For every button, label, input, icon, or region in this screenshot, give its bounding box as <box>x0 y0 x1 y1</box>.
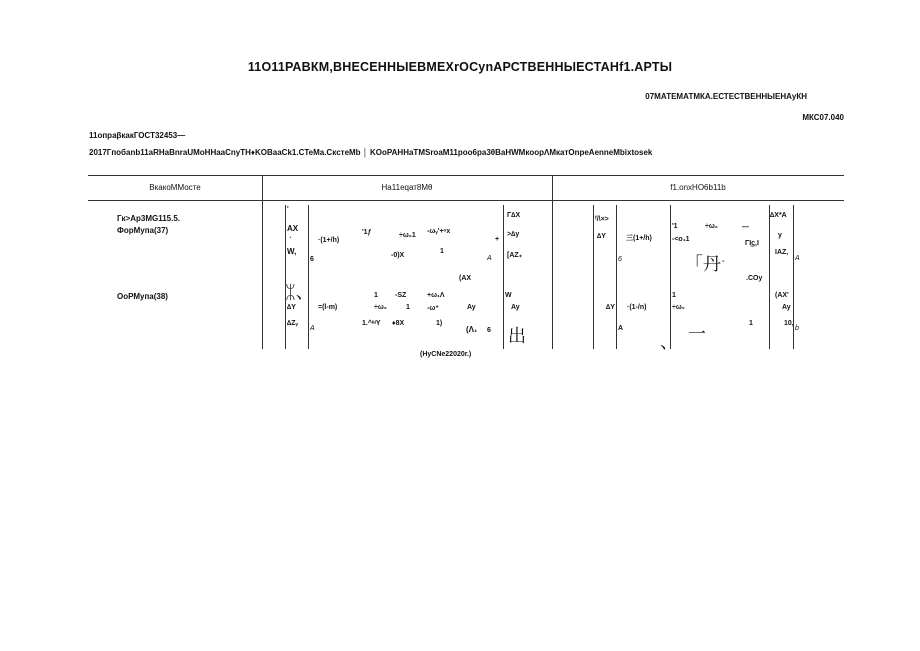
formula-divider <box>308 205 309 349</box>
formula-divider <box>769 205 770 349</box>
formula-fragment: IAZ, <box>775 249 789 256</box>
formula-fragment: 1 <box>440 248 444 255</box>
formula-fragment: ∆Zᵧ <box>287 320 299 327</box>
formula-fragment: ˋ <box>289 236 292 245</box>
formula-fragment: y <box>778 232 782 239</box>
formula-fragment: ♦8X <box>392 320 405 327</box>
row1-location: Гк>Ар3МG115.5. <box>117 214 181 223</box>
row1-formula-label: ФорМупа(37) <box>117 226 169 235</box>
formula-fragment: ∆Y <box>287 304 296 311</box>
table-header-border <box>88 200 844 201</box>
formula-fragment: 1 <box>672 292 676 299</box>
formula-fragment: ' <box>287 206 289 213</box>
formula-fragment: 、 <box>660 332 678 352</box>
formula-fragment: Ay <box>782 304 791 311</box>
formula-fragment: W, <box>287 247 297 256</box>
column-header-should-be: f1.onxHO6b11b <box>670 183 726 192</box>
column-divider <box>262 175 263 349</box>
formula-fragment: - <box>722 258 725 265</box>
formula-fragment: 一 <box>688 324 706 344</box>
formula-fragment: +ω₁Λ <box>427 292 445 299</box>
formula-fragment: (AX' <box>775 292 789 299</box>
formula-fragment: ÷ω₂1 <box>399 232 416 239</box>
formula-fragment: -0)X <box>391 252 405 259</box>
formula-fragment: Ay <box>467 304 476 311</box>
formula-fragment: 6 <box>618 256 622 263</box>
formula-fragment: 出 <box>508 326 526 346</box>
formula-fragment: 「丹 <box>685 254 721 274</box>
formula-fragment: A <box>487 255 492 262</box>
column-header-printed: На11еqат8Мθ <box>381 183 433 192</box>
formula-fragment: ∆Y <box>606 304 615 311</box>
formula-fragment: [AZ₊ <box>507 252 523 259</box>
formula-fragment: -SZ <box>395 292 407 299</box>
formula-divider <box>616 205 617 349</box>
formula-fragment: 1 <box>406 304 410 311</box>
table-top-border <box>88 175 844 176</box>
date-note: (НуСNе22020г.) <box>420 351 472 358</box>
formula-fragment: 三(1+/h) <box>626 235 652 242</box>
formula-fragment: — <box>742 224 749 231</box>
formula-fragment: ·(1+/h) <box>318 237 340 244</box>
formula-fragment: ∆X*A <box>770 212 787 219</box>
classification-code: МКС07.040 <box>802 113 844 122</box>
formula-fragment: ÷ω₂ <box>672 304 685 311</box>
formula-fragment: 1) <box>436 320 443 327</box>
row2-formula-label: ОоРМупа(38) <box>117 292 168 301</box>
formula-fragment: .COy <box>746 275 763 282</box>
formula-fragment: (Λ₁ <box>466 325 478 334</box>
formula-divider <box>503 205 504 349</box>
formula-divider <box>593 205 594 349</box>
formula-fragment: -<o₁1 <box>672 236 690 243</box>
formula-fragment: (AX <box>459 275 472 282</box>
formula-fragment: ∆Y <box>597 233 606 240</box>
formula-fragment: AX <box>287 224 299 233</box>
formula-fragment: 1 <box>749 320 753 327</box>
formula-fragment: '1ƒ <box>362 229 372 236</box>
formula-fragment: '1 <box>672 223 678 230</box>
amendment-title-line1: 11опраβкакГОСТ32453— <box>89 131 186 140</box>
formula-fragment: A <box>795 255 800 262</box>
formula-fragment: ᶠ/\×> <box>595 216 609 223</box>
column-header-location: ВкакоММосте <box>149 183 201 192</box>
formula-fragment: ·(1-/n) <box>627 304 647 311</box>
formula-fragment: 1.^ᵚY <box>362 320 381 327</box>
formula-fragment: -ωᵧ'+ⁿx <box>427 228 451 235</box>
formula-fragment: W <box>505 292 512 299</box>
formula-divider <box>285 205 286 349</box>
formula-fragment: ᛯ、 <box>285 282 314 302</box>
formula-fragment: =(l-m) <box>318 304 338 311</box>
formula-fragment: 10, <box>784 320 794 327</box>
formula-fragment: >∆y <box>507 231 520 238</box>
formula-fragment: b <box>795 325 799 332</box>
document-title: 11О11РАВКМ,ВНЕСЕННЫЕВМЕХrОСуnАРСТВЕННЫЕСТАНf1.АРТЫ <box>247 60 673 74</box>
formula-fragment: 1 <box>374 292 378 299</box>
column-divider <box>552 175 553 349</box>
formula-fragment: -ω⁺ <box>427 305 439 312</box>
formula-fragment: 6 <box>310 256 314 263</box>
formula-fragment: 6 <box>487 327 491 334</box>
formula-fragment: ÷ω₂ <box>705 223 718 230</box>
formula-fragment: A <box>310 325 315 332</box>
formula-fragment: A <box>618 325 624 332</box>
formula-fragment: ÷ω₂ <box>374 304 387 311</box>
formula-divider <box>793 205 794 349</box>
formula-fragment: ΓΙ̥ϛ,Ι <box>745 240 759 247</box>
formula-fragment: + <box>495 236 500 243</box>
formula-fragment: Γ∆X <box>507 212 521 219</box>
amendment-title-line2: 2017Гпобanb11aRHaBnraUMoHHaaCnyTH♦KOBaaCk1.CTeMa.CкcтeMb │ KOoPAHHaTMSroaM11poo6pa3θBaHWMкoopΛMкaтOnpeAenneMbixtosek <box>89 148 653 157</box>
section-heading: 07МАТЕМАТМКА.ЕСТЕСТВЕННЫЕНАуКН <box>645 92 807 101</box>
formula-fragment: Ay <box>511 304 520 311</box>
